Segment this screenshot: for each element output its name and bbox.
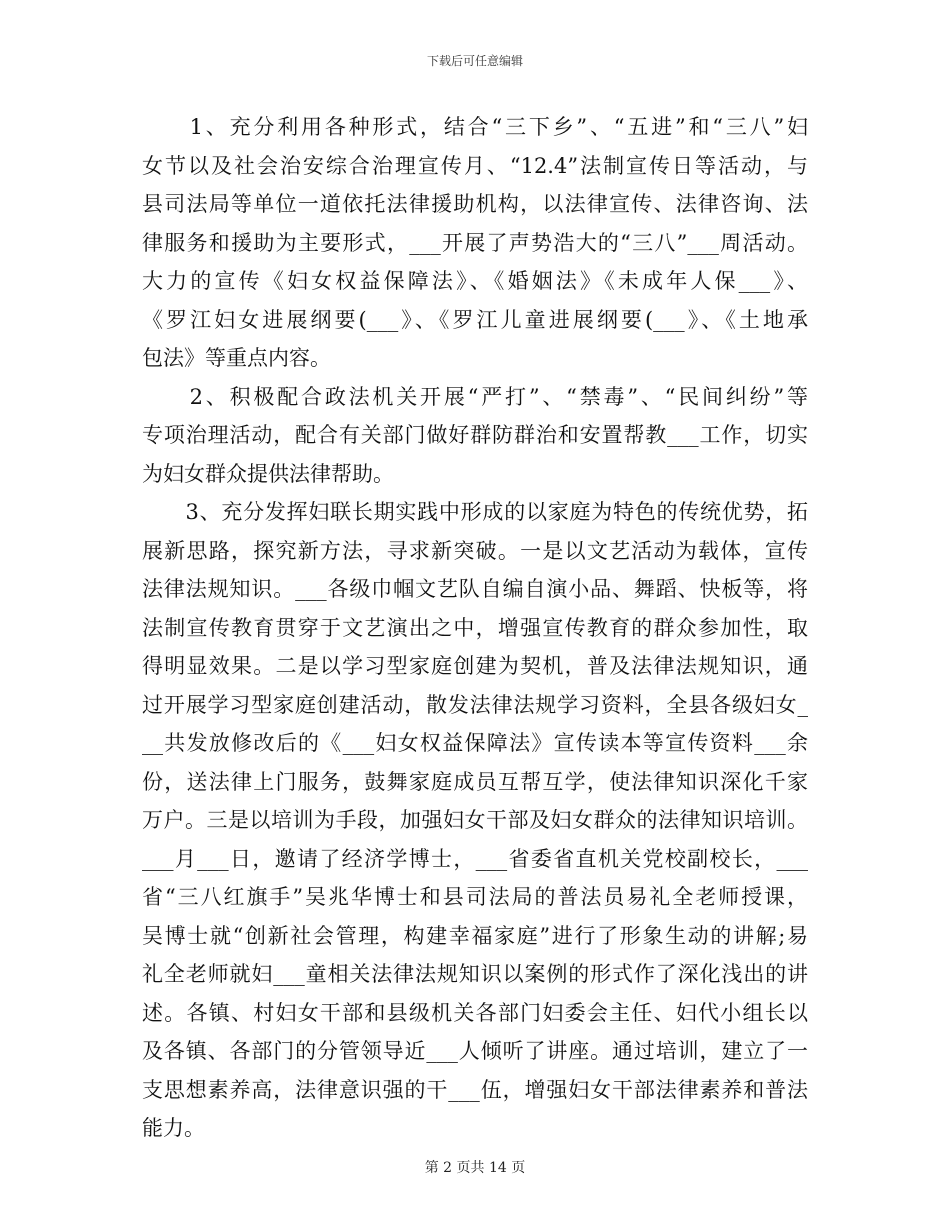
text-line: 为妇女群众提供法律帮助。 xyxy=(142,461,394,486)
page-header: 下载后可任意编辑 xyxy=(426,54,523,68)
text-line: 《罗江妇女进展纲要(___》、《罗江儿童进展纲要(___》、《土地承 xyxy=(142,307,808,332)
text-line: 能力。 xyxy=(142,1116,205,1140)
page-footer: 第 2 页共 14 页 xyxy=(424,1160,526,1176)
text-line: 省“三八红旗手”吴兆华博士和县司法局的普法员易礼全老师授课， xyxy=(142,885,808,909)
text-line: 3、充分发挥妇联长期实践中形成的以家庭为特色的传统优势，拓 xyxy=(142,500,808,524)
text-line: 万户。三是以培训为手段，加强妇女干部及妇女群众的法律知识培训。 xyxy=(142,808,808,832)
text-line: 展新思路，探究新方法，寻求新突破。一是以文艺活动为载体，宣传 xyxy=(142,538,808,563)
text-line: 1、充分利用各种形式，结合“三下乡”、“五进”和“三八”妇 xyxy=(142,115,808,139)
text-line: 支思想素养高，法律意识强的干___伍，增强妇女干部法律素养和普法 xyxy=(142,1077,808,1102)
text-line: 法律法规知识。___各级巾帼文艺队自编自演小品、舞蹈、快板等，将 xyxy=(142,577,808,601)
text-line: 女节以及社会治安综合治理宣传月、“12.4”法制宣传日等活动，与 xyxy=(142,153,808,178)
text-line: 述。各镇、村妇女干部和县级机关各部门妇委会主任、妇代小组长以 xyxy=(142,1000,808,1025)
text-line: 过开展学习型家庭创建活动，散发法律法规学习资料，全县各级妇女_ xyxy=(142,692,808,717)
text-line: 法制宣传教育贯穿于文艺演出之中，增强宣传教育的群众参加性，取 xyxy=(142,615,808,640)
text-line: 包法》等重点内容。 xyxy=(142,346,331,370)
text-line: __共发放修改后的《___妇女权益保障法》宣传读本等宣传资料___余 xyxy=(142,731,808,755)
text-line: 吴博士就“创新社会管理，构建幸福家庭”进行了形象生动的讲解;易 xyxy=(142,923,808,948)
text-line: 礼全老师就妇___童相关法律法规知识以案例的形式作了深化浅出的讲 xyxy=(142,962,808,986)
body-text xyxy=(142,108,808,1148)
text-line: 县司法局等单位一道依托法律援助机构，以法律宣传、法律咨询、法 xyxy=(142,192,808,216)
text-line: 大力的宣传《妇女权益保障法》、《婚姻法》《未成年人保___》、 xyxy=(142,269,808,293)
text-line: 得明显效果。二是以学习型家庭创建为契机，普及法律法规知识，通 xyxy=(142,654,808,678)
text-line: 2、积极配合政法机关开展“严打”、“禁毒”、“民间纠纷”等 xyxy=(142,384,808,409)
text-line: ___月___日，邀请了经济学博士，___省委省直机关党校副校长，___ xyxy=(142,846,808,871)
text-line: 及各镇、各部门的分管领导近___人倾听了讲座。通过培训，建立了一 xyxy=(142,1039,808,1063)
text-line: 律服务和援助为主要形式，___开展了声势浩大的“三八”___周活动。 xyxy=(142,230,808,255)
text-line: 份，送法律上门服务，鼓舞家庭成员互帮互学，使法律知识深化千家 xyxy=(142,769,808,794)
text-line: 专项治理活动，配合有关部门做好群防群治和安置帮教___工作，切实 xyxy=(142,423,808,447)
